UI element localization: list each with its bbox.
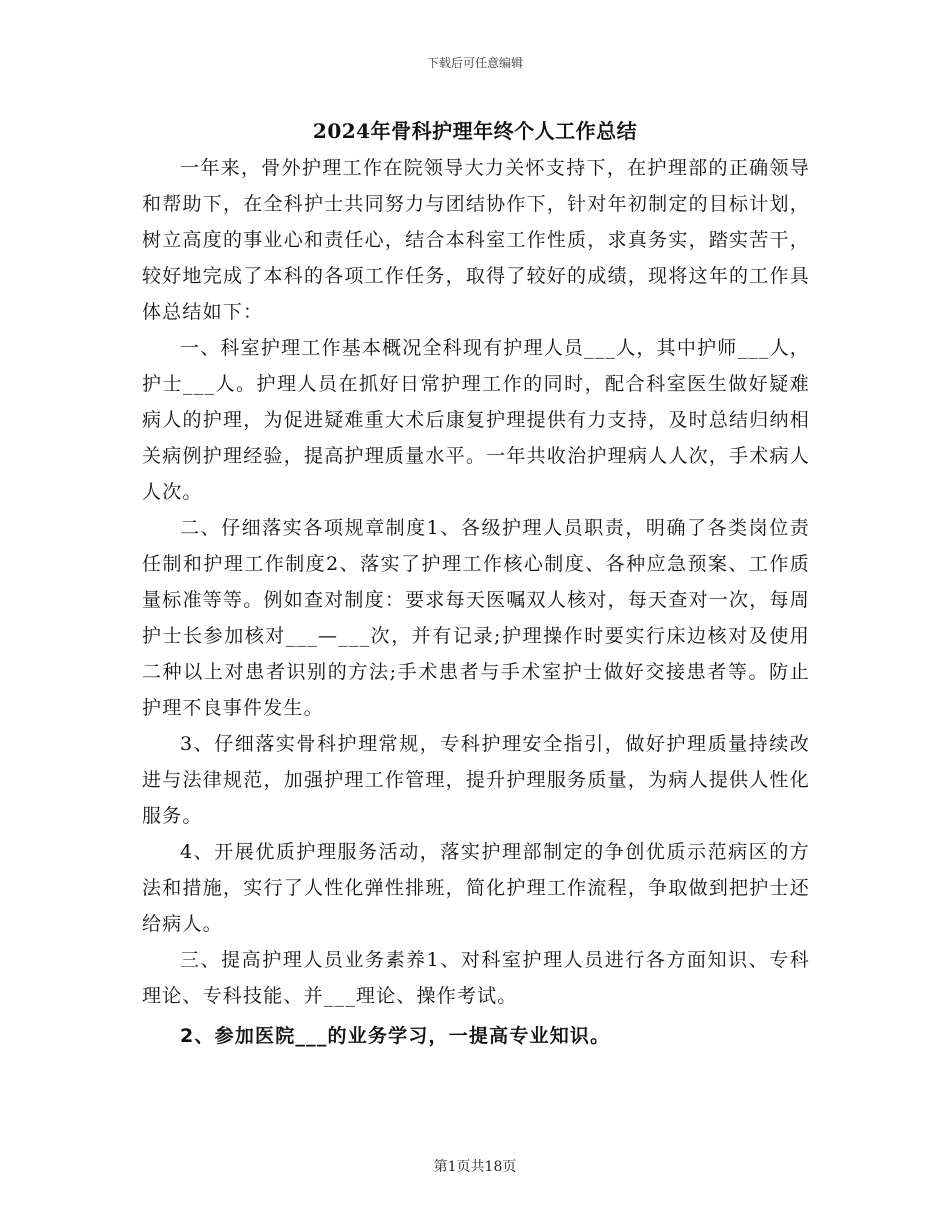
paragraph-subitem-2: 2、参加医院___的业务学习，一提高专业知识。 bbox=[180, 1025, 611, 1047]
paragraph-intro: 一年来，骨外护理工作在院领导大力关怀支持下，在护理部的正确领导和帮助下，在全科护士共同努力与团结协作下，针对年初制定的目标计划，树立高度的事业心和责任心，结合本科室工作性质，求真务实，踏实苦干，较好地完成了本科的各项工作任务，取得了较好的成绩，现将这年的工作具体总结如下： bbox=[142, 157, 810, 323]
paragraph-section-1: 一、科室护理工作基本概况全科现有护理人员___人，其中护师___人，护士___人。护理人员在抓好日常护理工作的同时，配合科室医生做好疑难病人的护理，为促进疑难重大术后康复护理提供有力支持，及时总结归纳相关病例护理经验，提高护理质量水平。一年共收治护理病人人次，手术病人人次。 bbox=[142, 337, 810, 503]
document-body bbox=[142, 150, 810, 1054]
paragraph-item-4: 4、开展优质护理服务活动，落实护理部制定的争创优质示范病区的方法和措施，实行了人性化弹性排班，简化护理工作流程，争取做到把护士还给病人。 bbox=[142, 841, 810, 935]
document-title: 2024年骨科护理年终个人工作总结 bbox=[312, 119, 638, 143]
paragraph-section-2: 二、仔细落实各项规章制度1、各级护理人员职责，明确了各类岗位责任制和护理工作制度2、落实了护理工作核心制度、各种应急预案、工作质量标准等等。例如查对制度：要求每天医嘱双人核对，每天查对一次，每周护士长参加核对___—___次，并有记录;护理操作时要实行床边核对及使用二种以上对患者识别的方法;手术患者与手术室护士做好交接患者等。防止护理不良事件发生。 bbox=[142, 517, 810, 719]
paragraph-item-3: 3、仔细落实骨科护理常规，专科护理安全指引，做好护理质量持续改进与法律规范，加强护理工作管理，提升护理服务质量，为病人提供人性化服务。 bbox=[142, 733, 810, 827]
page-number: 第1页共18页 bbox=[433, 1159, 517, 1175]
page-header-note: 下载后可任意编辑 bbox=[426, 56, 523, 70]
paragraph-section-3: 三、提高护理人员业务素养1、对科室护理人员进行各方面知识、专科理论、专科技能、并___理论、操作考试。 bbox=[142, 949, 810, 1007]
